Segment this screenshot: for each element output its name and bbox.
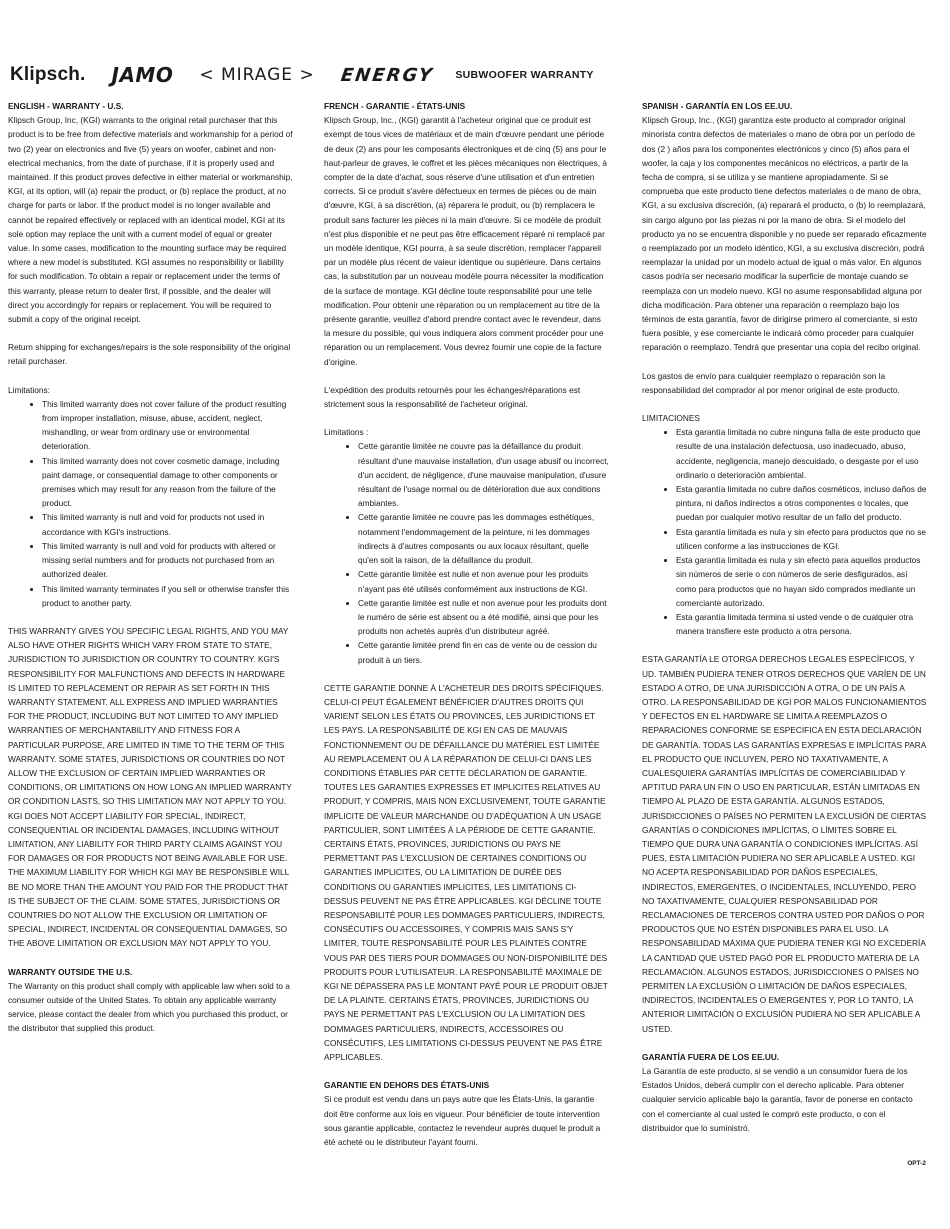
list-item: • This limited warranty is null and void for products with altered or missing serial numbers and for products not purchased from an authorized dealer. <box>42 539 293 582</box>
list-item: • Esta garantía limitada es nula y sin efecto para productos que no se utilicen conforme a las instrucciones de KGI. <box>676 525 927 553</box>
spanish-outside: La Garantía de este producto, si se vendió a un consumidor fuera de los Estados Unidos, deberá cumplir con el derecho aplicable. Para obtener cualquier servicio aplicable bajo la garantía, favor de ponerse en contacto con el comerciante al cual usted le compró este producto, o con el distribuidor que lo suministró. <box>642 1066 913 1133</box>
english-heading: ENGLISH - WARRANTY - U.S. <box>8 101 124 111</box>
list-item: • Cette garantie limitée prend fin en cas de vente ou de cession du produit à un tiers. <box>358 638 609 666</box>
french-column <box>324 99 609 1163</box>
french-shipping: L'expédition des produits retournés pour les échanges/réparations est strictement sous la responsabilité de l'acheteur original. <box>324 384 581 410</box>
spanish-limitations-label: LIMITACIONES <box>642 413 700 424</box>
list-item: • Cette garantie limitée ne couvre pas la défaillance du produit résultant d'une mauvaise installation, d'un usage abusif ou incorrect, d'un accident, de négligence, d'une mauvaise manipulation, d'usure résultant de l'usage normal ou de détérioration due aux conditions ambiantes. <box>358 439 609 510</box>
spanish-limitations-list <box>642 425 927 638</box>
list-item: • This limited warranty does not cover cosmetic damage, including paint damage, or consequential damage to other components or premises which may result for any reason from the failure of the product. <box>42 454 293 511</box>
list-item: • Esta garantía limitada es nula y sin efecto para aquellos productos sin números de serie o con números de serie desfigurados, así como para productos que no hayan sido comprados mediante un comerciante autorizado. <box>676 553 927 610</box>
english-limitations-list <box>8 397 293 610</box>
spanish-column <box>642 99 927 1149</box>
list-item: • Cette garantie limitée est nulle et non avenue pour les produits n'ayant pas été utilisés conformément aux instructions de KGI. <box>358 567 609 595</box>
jamo-logo: JAMO <box>111 63 174 87</box>
french-legal: CETTE GARANTIE DONNE À L'ACHETEUR DES DROITS SPÉCIFIQUES. CELUI-CI PEUT ÉGALEMENT BÉNÉFICIER D'AUTRES DROITS QUI VARIENT SELON LES ÉTATS OU PROVINCES, LES JURIDICTIONS ET LES PAYS. LA RESPONSABILITÉ DE KGI EN CAS DE MAUVAIS FONCTIONNEMENT OU DE DÉFAILLANCE DU MATÉRIEL EST LIMITÉE AU REMPLACEMENT OU À LA RÉPARATION DE CELUI-CI DANS LES CONDITIONS ÉTABLIES PAR CETTE DÉCLARATION DE GARANTIE. TOUTES LES GARANTIES EXPRESSES ET IMPLICITES RELATIVES AU PRODUIT, Y COMPRIS, MAIS NON EXCLUSIVEMENT, TOUTE GARANTIE IMPLICITE DE VALEUR MARCHANDE OU D'ADÉQUATION À UN USAGE PARTICULIER, SONT LIMITÉES À LA PÉRIODE DE CETTE GARANTIE. CERTAINS ÉTATS, PROVINCES, JURIDICTIONS OU PAYS NE PERMETTANT PAS L'EXCLUSION DE CERTAINES CONDITIONS OU GARANTIES IMPLICITES, OU LA LIMITATION DE DURÉE DES CONDITIONS OU GARANTIES IMPLICITES, LES LIMITATIONS CI-DESSUS PEUVENT NE PAS ÊTRE APPLICABLES. KGI DÉCLINE TOUTE RESPONSABILITÉ POUR LES DOMMAGES PARTICULIERS, INDIRECTS, CONSÉCUTIFS OU ACCESSOIRES, Y COMPRIS MAIS SANS S'Y LIMITER, TOUTE RESPONSABILITÉ POUR LES PLAINTES CONTRE VOUS PAR DES TIERS POUR DOMMAGES OU NON-DISPONIBILITÉ DES PRODUITS POUR L'UTILISATEUR. LA RESPONSABILITÉ MAXIMALE DE KGI NE DÉPASSERA PAS LE MONTANT PAYÉ POUR LE PRODUIT OBJET DE LA PLAINTE. CERTAINS ÉTATS, PROVINCES, JURIDICTIONS OU PAYS NE PERMETTANT PAS L'EXCLUSION OU LA LIMITATION DES DOMMAGES PARTICULIERS, INDIRECTS, ACCESSOIRES OU CONSÉCUTIFS, LES LIMITATIONS CI-DESSUS PEUVENT NE PAS ÊTRE APPLICABLES. <box>324 682 608 1062</box>
spanish-intro: Klipsch Group, Inc., (KGI) garantiza este producto al comprador original minorista contra defectos de materiales o mano de obra por un período de dos (2 ) años para los componentes electrónicos y cinco (5) años para el woofer, la caja y los componentes mecánicos no eléctricos, a partir de la fecha de compra, si se utiliza y se mantiene apropiadamente. Si se comprueba que este producto tiene defectos materiales o de mano de obra, KGI, a su exclusiva discreción, (a) reparará el producto, o (b) lo reemplazará, sin cargo alguno por las piezas ni por la mano de obra. Si el modelo del producto ya no se encuentra disponible y no puede ser reparado eficazmente o reemplazado por un modelo idéntico, KGI, a su exclusiva discreción, podrá reemplazar la unidad por un modelo actual de igual o más valor. En algunos casos podría ser necesario modificar la superficie de montaje cuando se reemplaza con un modelo nuevo. KGI no asume responsabilidad alguna por dicha modificación. Para obtener una reparación o reemplazo bajo los términos de esta garantía, favor de dirigirse primero al comerciante, si esto fuera posible, y ese comerciante le indicará cómo proceder para cualquier reparación o reemplazo. Tendrá que presentar una copia del recibo original. <box>642 115 927 353</box>
klipsch-logo: Klipsch. <box>10 64 86 85</box>
list-item: • Esta garantía limitada no cubre ninguna falla de este producto que resulte de una instalación defectuosa, uso inadecuado, abuso, accidente, negligencia, manejo descuidado, o desgaste por el uso ordinario o deterioración ambiental. <box>676 425 927 482</box>
french-outside-heading: GARANTIE EN DEHORS DES ÉTATS-UNIS <box>324 1080 490 1091</box>
list-item: • This limited warranty terminates if you sell or otherwise transfer this product to another party. <box>42 582 293 610</box>
list-item: • This limited warranty does not cover failure of the product resulting from improper installation, misuse, abuse, accident, neglect, mishandling, or wear from ordinary use or environmental deterioration. <box>42 397 293 454</box>
page-code: OPT-2 <box>907 1160 926 1167</box>
french-outside: Si ce produit est vendu dans un pays autre que les États-Unis, la garantie doit être conforme aux lois en vigueur. Pour bénéficier de toute intervention sous garantie applicable, contactez le revendeur auprès duquel le produit a été acheté ou le distributeur l'ayant fourni. <box>324 1094 601 1148</box>
header <box>10 62 940 88</box>
english-outside-heading: WARRANTY OUTSIDE THE U.S. <box>8 966 133 977</box>
english-shipping: Return shipping for exchanges/repairs is the sole responsibility of the original retail purchaser. <box>8 342 291 367</box>
spanish-shipping: Los gastos de envío para cualquier reemplazo o reparación son la responsabilidad del comprador al por menor original de este producto. <box>642 370 900 395</box>
english-column <box>8 99 293 1050</box>
english-limitations-label: Limitations: <box>8 384 50 395</box>
list-item: • Esta garantía limitada no cubre daños cosméticos, incluso daños de pintura, ni daños indirectos a otros componentes o locales, que puedan por cualquier motivo resultar de un fallo del producto. <box>676 482 927 525</box>
french-heading: FRENCH - GARANTIE - ÉTATS-UNIS <box>324 101 466 111</box>
mirage-logo: < MIRAGE > <box>199 65 315 85</box>
french-limitations-label: Limitations : <box>324 427 369 438</box>
english-intro: Klipsch Group, Inc, (KGI) warrants to the original retail purchaser that this product is to be free from defective materials and workmanship for a period of two (2) year on electronics and five (5) years on woofer, cabinet and non-electrical mechanics, from the date of purchase, if it is properly used and maintained. If this product proves defective in either material or workmanship, KGI, at its option, will (a) repair the product, or (b) replace the product, at no charge for parts or labor. If the product model is no longer available and cannot be repaired effectively or replaced with an identical model, KGI at its sole option may replace the unit with a current model of equal or greater value. In some cases, modification to the mounting surface may be required where a new model is substituted. KGI assumes no responsibility or liability for such modification. To obtain a repair or replacement under the terms of this warranty, please return to dealer first, if possible, and the dealer will direct you accordingly for repairs or replacement. You will be required to submit a copy of the original receipt. <box>8 115 293 325</box>
spanish-legal: ESTA GARANTÍA LE OTORGA DERECHOS LEGALES ESPECÍFICOS, Y UD. TAMBIÉN PUDIERA TENER OTROS DERECHOS QUE VARÍEN DE UN ESTADO A OTRO, DE UNA JURISDICCIÓN A OTRA, O DE UN PAÍS A OTRO. LA RESPONSABILIDAD DE KGI POR MALOS FUNCIONAMIENTOS Y DEFECTOS EN EL HARDWARE SE LIMITA A REEMPLAZOS O REPARACIONES CONFORME SE ESPECIFICA EN ESTA DECLARACIÓN DE GARANTÍA. TODAS LAS GARANTÍAS EXPRESAS E IMPLÍCITAS PARA EL PRODUCTO QUE INCLUYEN, PERO NO TAXATIVAMENTE, A CUALESQUIERA GARANTÍAS IMPLÍCITAS DE COMERCIABILIDAD Y APTITUD PARA UN FIN O USO EN PARTICULAR, ESTÁN LIMITADAS EN TIEMPO AL PLAZO DE ESTA GARANTÍA. ALGUNOS ESTADOS, JURISDICCIONES O PAÍSES NO PERMITEN LA EXCLUSIÓN DE CIERTAS GARANTÍAS O CONDICIONES IMPLÍCITAS, O LÍMITES SOBRE EL TIEMPO QUE DURA UNA GARANTÍA O CONDICIONES IMPLÍCITAS. ASÍ PUES, ESTA LIMITACIÓN PUDIERA NO SER APLICABLE A USTED. KGI NO ACEPTA RESPONSABILIDAD POR DAÑOS ESPECIALES, INDIRECTOS, EMERGENTES, O INCIDENTALES, INCLUYENDO, PERO NO TAXATIVAMENTE, CUALQUIER RESPONSABILIDAD POR RECLAMACIONES DE TERCEROS CONTRA USTED POR DAÑOS O POR PRODUCTOS QUE NO ESTÉN DISPONIBLES PARA EL USO. LA RESPONSABILIDAD MÁXIMA QUE PUDIERA TENER KGI NO EXCEDERÍA LA CANTIDAD QUE USTED PAGÓ POR EL PRODUCTO MATERIA DE LA RECLAMACIÓN. ALGUNOS ESTADOS, JURISDICCIONES O PAÍSES NO PERMITEN LA EXCLUSIÓN O LIMITACIÓN DE DAÑOS ESPECIALES, INDIRECTOS, INCIDENTALES O EMERGENTES Y, POR LO TANTO, LA ANTERIOR LIMITACIÓN O EXCLUSIÓN PUDIERA NO SER APLICABLE A USTED. <box>642 654 927 1034</box>
energy-logo: ENERGY <box>339 64 435 86</box>
spanish-heading: SPANISH - GARANTÍA EN LOS EE.UU. <box>642 101 793 111</box>
english-legal: THIS WARRANTY GIVES YOU SPECIFIC LEGAL RIGHTS, AND YOU MAY ALSO HAVE OTHER RIGHTS WHICH VARY FROM STATE TO STATE, JURISDICTION TO JURISDICTION OR COUNTRY TO COUNTRY. KGI'S RESPONSIBILITY FOR MALFUNCTIONS AND DEFECTS IN HARDWARE IS LIMITED TO REPLACEMENT OR REPAIR AS SET FORTH IN THIS WARRANTY STATEMENT. ALL EXPRESS AND IMPLIED WARRANTIES FOR THE PRODUCT, INCLUDING BUT NOT LIMITED TO ANY IMPLIED WARRANTIES OF MERCHANTABILITY AND FITNESS FOR A PARTICULAR PURPOSE, ARE LIMITED IN TIME TO THE TERM OF THIS WARRANTY. SOME STATES, JURISDICTIONS OR COUNTRIES DO NOT ALLOW THE EXCLUSION OF CERTAIN IMPLIED WARRANTIES OR CONDITIONS, OR LIMITATIONS ON HOW LONG AN IMPLIED WARRANTY OR CONDITION LASTS, SO THIS LIMITATION MAY NOT APPLY TO YOU. KGI DOES NOT ACCEPT LIABILITY FOR SPECIAL, INDIRECT, CONSEQUENTIAL OR INCIDENTAL DAMAGES, INCLUDING WITHOUT LIMITATION, ANY LIABILITY FOR THIRD PARTY CLAIMS AGAINST YOU FOR DAMAGES OR FOR PRODUCTS NOT BEING AVAILABLE FOR USE. THE MAXIMUM LIABILITY FOR WHICH KGI MAY BE RESPONSIBLE WILL BE NO MORE THAN THE AMOUNT YOU PAID FOR THE PRODUCT THAT IS THE SUBJECT OF THE CLAIM. SOME STATES, JURISDICTIONS OR COUNTRIES DO NOT ALLOW THE EXCLUSION OR LIMITATION OF SPECIAL, INDIRECT, INCIDENTAL OR CONSEQUENTIAL DAMAGES, SO THE ABOVE LIMITATION OR EXCLUSION MAY NOT APPLY TO YOU. <box>8 625 292 949</box>
list-item: • This limited warranty is null and void for products not used in accordance with KGI's instructions. <box>42 510 293 538</box>
page-title: SUBWOOFER WARRANTY <box>455 69 594 81</box>
english-outside: The Warranty on this product shall comply with applicable law when sold to a consumer outside of the United States. To obtain any applicable warranty service, please contact the dealer from which you purchased this product, or the distributor that supplied this product. <box>8 980 290 1034</box>
list-item: • Cette garantie limitée ne couvre pas les dommages esthétiques, notamment l'endommagement de la peinture, ni les dommages indirects à d'autres composants ou aux locaux résultant, quelle qu'en soit la raison, de la défaillance du produit. <box>358 510 609 567</box>
french-intro: Klipsch Group, Inc., (KGI) garantit à l'acheteur original que ce produit est exempt de tous vices de matériaux et de main d'œuvre pendant une période de deux (2) ans pour les composants électroniques et de cinq (5) ans pour le haut-parleur de graves, le coffret et les pièces mécaniques non électriques, à compter de la date d'achat, sous réserve d'une utilisation et d'un entretien corrects. Si ce produit s'avère défectueux en termes de pièces ou de main d'œuvre, KGI, à sa discrétion, (a) réparera le produit, ou (b) remplacera le produit sans facturer les pièces ni la main d'œuvre. Si ce modèle de produit n'est plus disponible et ne peut pas être efficacement réparé ni remplacé par un modèle identique, KGI pourra, à sa seule discrétion, remplacer l'appareil par un modèle plus récent de valeur identique ou supérieure. Dans certains cas, la substitution par un nouveau modèle pourra nécessiter la modification de la surface de montage. KGI décline toute responsabilité pour une telle modification. Pour obtenir une réparation ou un remplacement au titre de la présente garantie, veuillez d'abord prendre contact avec le revendeur, dans la mesure du possible, qui vous indiquera alors comment procéder pour une réparation ou un remplacement. Vous devrez fournir une copie de la facture d'origine. <box>324 115 608 367</box>
spanish-outside-heading: GARANTÍA FUERA DE LOS EE.UU. <box>642 1051 780 1062</box>
list-item: • Cette garantie limitée est nulle et non avenue pour les produits dont le numéro de série est absent ou a été modifié, ainsi que pour les produits non achetés auprès d'un distributeur agréé. <box>358 596 609 639</box>
list-item: • Esta garantía limitada termina si usted vende o de cualquier otra manera transfiere este producto a otra persona. <box>676 610 927 638</box>
french-limitations-list <box>324 439 609 666</box>
